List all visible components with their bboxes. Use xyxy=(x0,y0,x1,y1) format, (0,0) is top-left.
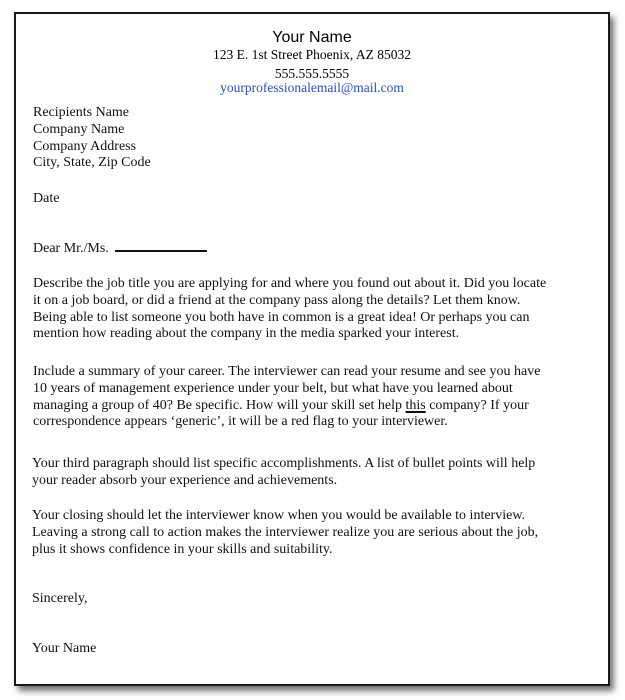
recipient-address: Company Address xyxy=(33,138,137,154)
name-blank-line xyxy=(115,246,207,252)
letter-date: Date xyxy=(33,191,60,206)
sender-address: 123 E. 1st Street Phoenix, AZ 85032 xyxy=(213,47,411,62)
paragraph-line: your reader absorb your experience and achievements. xyxy=(32,472,338,488)
greeting-text: Dear Mr./Ms. xyxy=(33,241,109,256)
paragraph-2 xyxy=(33,364,593,431)
paragraph-line: correspondence appears ‘generic’, it will be a red flag to your interviewer. xyxy=(33,414,448,430)
closing-salutation: Sincerely, xyxy=(32,591,88,606)
paragraph-4 xyxy=(32,508,592,558)
paragraph-line: Being able to list someone you both have in common is a great idea! Or perhaps you can xyxy=(33,309,530,325)
paragraph-line: Include a summary of your career. The interviewer can read your resume and see you have xyxy=(33,364,541,379)
paragraph-line: Leaving a strong call to action makes the interviewer realize you are serious about the job, xyxy=(32,524,539,540)
letter-page xyxy=(14,12,610,686)
recipient-name: Recipients Name xyxy=(33,105,130,120)
paragraph-text: company? If your xyxy=(425,397,529,413)
paragraph-1 xyxy=(33,276,593,343)
sender-name: Your Name xyxy=(272,29,352,46)
paragraph-line: 10 years of management experience under your belt, but what have you learned about xyxy=(33,380,513,396)
sender-phone: 555.555.5555 xyxy=(274,66,350,81)
paragraph-line: Your third paragraph should list specific accomplishments. A list of bullet points will help xyxy=(32,456,536,471)
sender-email-link[interactable]: yourprofessionalemail@mail.com xyxy=(220,80,404,95)
underlined-word: this xyxy=(405,397,426,413)
recipient-city-state-zip: City, State, Zip Code xyxy=(33,155,151,171)
paragraph-line: plus it shows confidence in your skills and suitability. xyxy=(32,541,333,557)
paragraph-line: Your closing should let the interviewer know when you would be available to interview. xyxy=(32,508,526,523)
paragraph-line: it on a job board, or did a friend at the company pass along the details? Let them know. xyxy=(33,292,521,308)
recipient-company: Company Name xyxy=(33,121,125,137)
paragraph-line-emphasis xyxy=(33,398,593,415)
paragraph-line: mention how reading about the company in the media sparked your interest. xyxy=(33,326,460,342)
recipient-block xyxy=(33,105,593,172)
paragraph-text: managing a group of 40? Be specific. How will your skill set help xyxy=(33,397,406,413)
signature-name: Your Name xyxy=(32,641,97,656)
paragraph-line: Describe the job title you are applying for and where you found out about it. Did you locate xyxy=(33,276,547,291)
paragraph-3 xyxy=(32,456,592,490)
greeting-line xyxy=(33,241,593,258)
